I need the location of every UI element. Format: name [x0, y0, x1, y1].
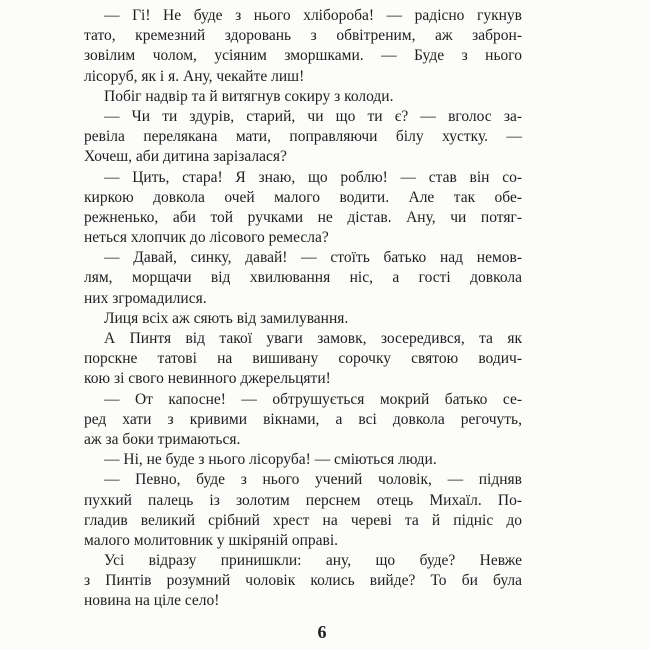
text-line: ред хати з кривими вікнами, а всі довкола регочуть,	[84, 410, 522, 428]
text-line: неться хлопчик до лісового ремесла?	[84, 229, 329, 247]
text-line: — От капосне! — обтрушується мокрий батько се-	[104, 390, 522, 408]
text-line: — Чи ти здурів, старий, чи що ти є? — вголос за-	[104, 107, 522, 125]
text-line: Хочеш, аби дитина зарізалася?	[84, 148, 287, 166]
text-line: пухкий палець із золотим перснем отець Михаїл. По-	[84, 491, 522, 509]
text-line: А Пинтя від такої уваги замовк, зосередився, та як	[104, 330, 522, 347]
text-line: Лиця всіх аж сяють від замилування.	[104, 309, 349, 327]
text-line: — Цить, стара! Я знаю, що роблю! — став він со-	[104, 168, 522, 186]
text-line: — Давай, синку, давай! — стоїть батько над немов-	[104, 249, 522, 267]
text-line: тато, кремезний здоровань з обвітреним, аж заброн-	[84, 27, 522, 45]
text-line: малого молитовник у шкіряній оправі.	[84, 531, 339, 549]
text-line: режненько, аби той ручками не дістав. Ану, чи потяг-	[84, 208, 522, 226]
text-line: новина на ціле село!	[84, 592, 220, 610]
text-line: — Гі! Не буде з нього хлібороба! — радісно гукнув	[104, 7, 522, 24]
text-line: киркою довкола очей малого водити. Але так обе-	[84, 188, 522, 206]
body-text	[84, 6, 522, 612]
text-line: зовілим чолом, усіяним зморшками. — Буде з нього	[84, 47, 522, 65]
text-line: Побіг надвір та й витягнув сокиру з колоди.	[104, 87, 394, 105]
text-line: них згромадилися.	[84, 289, 207, 307]
page-number: 6	[317, 622, 327, 642]
text-line: Усі відразу принишкли: ану, що буде? Невже	[104, 552, 522, 570]
text-line: порскне татові на вишивану сорочку святою водич-	[84, 350, 522, 368]
text-line: — Ні, не буде з нього лісоруба! — сміються люди.	[104, 451, 437, 469]
text-line: лісоруб, як і я. Ану, чекайте лиш!	[84, 67, 305, 85]
text-line: кою зі свого невинного джерельцяти!	[84, 370, 331, 388]
text-line: гладив великий срібний хрест на череві та й підніс до	[84, 511, 522, 529]
text-line: з Пинтів розумний чоловік колись вийде? То би була	[84, 572, 522, 590]
text-line: лям, морщачи від хвилювання ніс, а гості довкола	[84, 269, 522, 287]
text-line: ревіла перелякана мати, поправляючи білу хустку. —	[84, 128, 522, 146]
text-line: аж за боки тримаються.	[84, 430, 241, 448]
text-line: — Певно, буде з нього учений чоловік, — підняв	[104, 471, 522, 489]
